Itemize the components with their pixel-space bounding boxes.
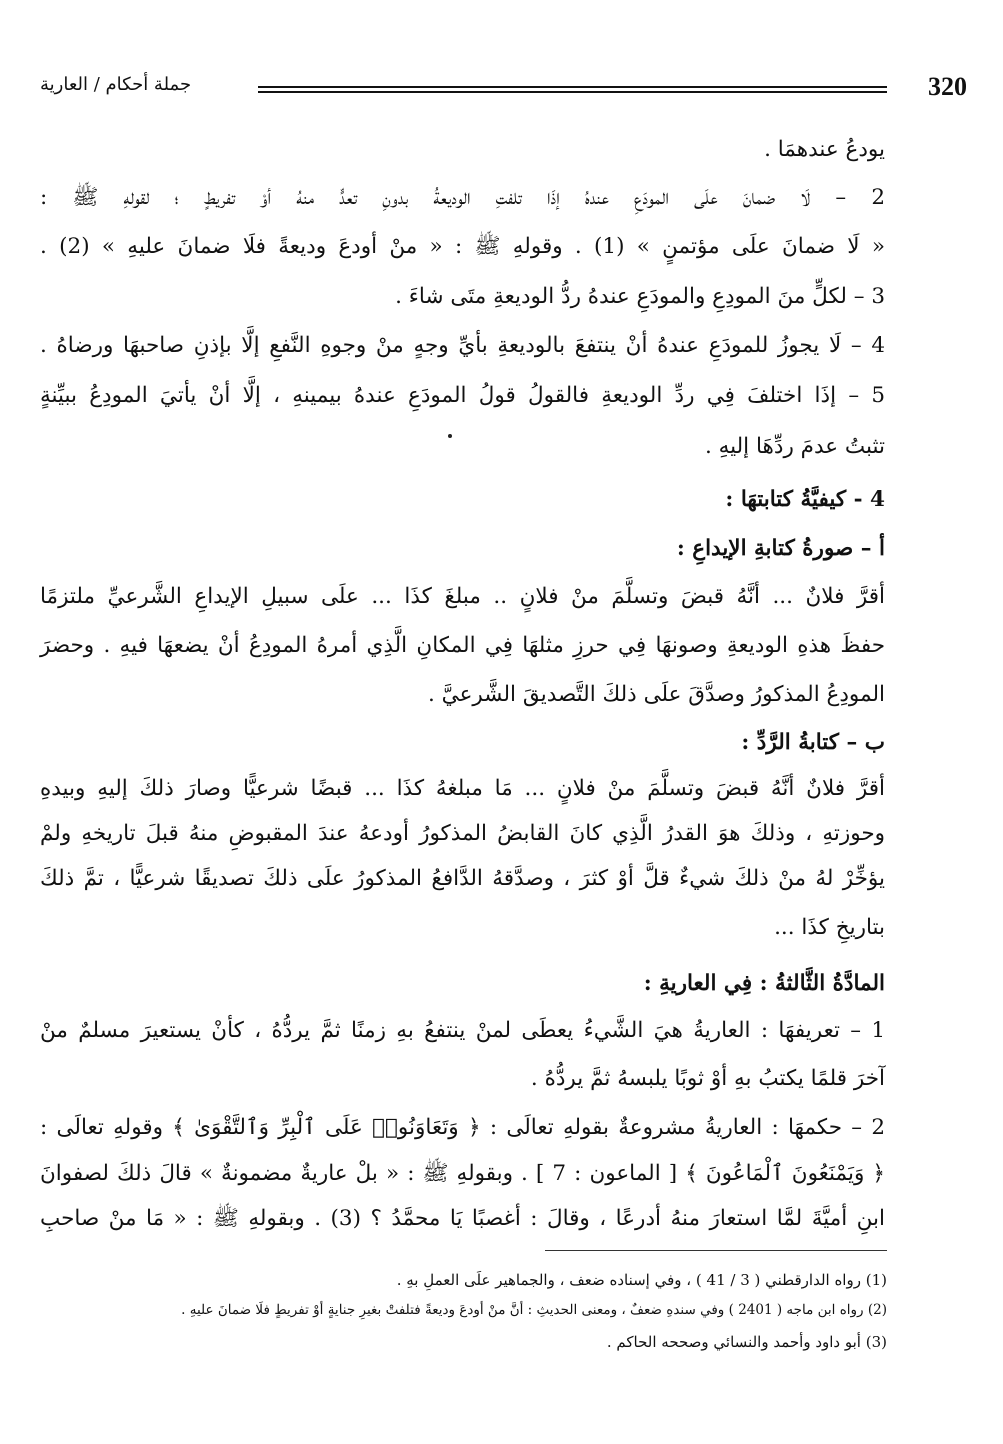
text-line: وحوزتهِ ، وذلكَ هوَ القدرُ الَّذِي كانَ القابضُ المذكورُ أودعهُ عندَ المقبوضِ منهُ قبلَ تاريخهِ ولمْ — [40, 821, 885, 846]
text-line: أقرَّ فلانٌ ... أنَّهُ قبضَ وتسلَّمَ منْ فلانٍ .. مبلغَ كذَا ... علَى سبيلِ الإيداعِ الشَّرعيِّ ملتزمًا — [40, 584, 885, 609]
subsection-heading: أ – صورةُ كتابةِ الإيداعِ : — [676, 536, 885, 561]
text-line: المودِعُ المذكورُ وصدَّقَ علَى ذلكَ التَّصديقَ الشَّرعيَّ . — [428, 682, 885, 707]
text-line: تثبتُ عدمَ ردِّهَا إليهِ . — [704, 434, 885, 459]
text-line: 1 – تعريفهَا : العاريةُ هيَ الشَّيءُ يعطَى لمنْ ينتفعُ بهِ زمنًا ثمَّ يردُّهُ ، كأنْ يستعيرَ مسلمٌ منْ — [40, 1018, 885, 1043]
text-line: 3 – لكلٍّ منَ المودِعِ والمودَعِ عندهُ ردُّ الوديعةِ متَى شاءَ . — [395, 284, 885, 309]
page-header — [40, 72, 967, 112]
text-line: 5 – إذَا اختلفَ فِي ردِّ الوديعةِ فالقولُ قولُ المودَعِ عندهُ بيمينهِ ، إلَّا أنْ يأتيَ المودِعُ ببيِّنةٍ — [40, 383, 885, 408]
page-number: 320 — [928, 72, 967, 101]
text-line: 2 – لَا ضمانَ علَى المودَعِ عندهُ إذَا تلفتِ الوديعةُ بدونِ تعدٍّ منهُ أوْ تفريطٍ ؛ لقولهِ ﷺ : — [40, 185, 885, 210]
text-line: يؤخِّرْ لهُ منْ ذلكَ شيءٌ قلَّ أوْ كثرَ ، وصدَّقهُ الدَّافعُ المذكورُ علَى ذلكَ تصديقًا شرعيًّا ، تمَّ ذلكَ — [40, 866, 885, 891]
footnote: (2) رواه ابن ماجه ( 2401 ) وفي سندهِ ضعفٌ ، ومعنى الحديثِ : أنَّ منْ أودعَ وديعةً فتلفتْ بغيرِ جنايةٍ أوْ تفريطٍ فلَا ضمانَ عليهِ . — [181, 1302, 887, 1318]
section-heading: 4 - كيفيَّةُ كتابتهَا : — [725, 487, 885, 512]
text-line: « لَا ضمانَ علَى مؤتمنٍ » (1) . وقولهِ ﷺ : « منْ أودعَ وديعةً فلَا ضمانَ عليهِ » (2) . — [40, 234, 886, 259]
text-line: ﴿ وَيَمْنَعُونَ ٱلْمَاعُونَ ﴾ [ الماعون : 7 ] . وبقولهِ ﷺ : « بلْ عاريةٌ مضمونةٌ » قالَ ذلكَ لصفوانَ — [40, 1161, 885, 1186]
stray-mark — [448, 434, 452, 438]
article-heading: المادَّةُ الثَّالثةُ : فِي العاريةِ : — [643, 971, 885, 996]
text-line: 2 – حكمهَا : العاريةُ مشروعةٌ بقولهِ تعالَى : ﴿ وَتَعَاوَنُوا۟ عَلَى ٱلْبِرِّ وَٱلتَّقْوَىٰ ﴾ وقولهِ تعالَى : — [40, 1115, 885, 1140]
footnote-rule — [545, 1250, 887, 1251]
text-line: أقرَّ فلانٌ أنَّهُ قبضَ وتسلَّمَ منْ فلانٍ ... مَا مبلغهُ كذَا ... قبضًا شرعيًّا وصارَ ذلكَ إليهِ وبيدهِ — [40, 776, 885, 801]
text-line: يودعُ عندهمَا . — [764, 137, 885, 162]
header-rule — [258, 86, 887, 93]
footnote: (1) رواه الدارقطني ( 3 / 41 ) ، وفي إسناده ضعف ، والجماهير علَى العملِ بهِ . — [396, 1271, 887, 1289]
text-line: حفظَ هذهِ الوديعةِ وصونهَا فِي حرزِ مثلهَا فِي المكانِ الَّذِي أمرهُ المودِعُ أنْ يضعهَا فيهِ . وحضرَ — [40, 633, 885, 658]
text-line: ابنِ أميَّةَ لمَّا استعارَ منهُ أدرعًا ، وقالَ : أغصبًا يَا محمَّدُ ؟ (3) . وبقولهِ ﷺ : « مَا منْ صاحبِ — [40, 1206, 885, 1231]
text-line: بتاريخِ كذَا ... — [774, 915, 885, 940]
footnote: (3) أبو داود وأحمد والنسائي وصححه الحاكم . — [606, 1333, 887, 1351]
subsection-heading: ب – كتابةُ الرَّدِّ : — [741, 730, 885, 755]
text-line: 4 – لَا يجوزُ للمودَعِ عندهُ أنْ ينتفعَ بالوديعةِ بأيِّ وجهٍ منْ وجوهِ النَّفعِ إلَّا بإذنِ صاحبهَا ورضاهُ . — [40, 333, 885, 358]
text-line: آخرَ قلمًا يكتبُ بهِ أوْ ثوبًا يلبسهُ ثمَّ يردُّهُ . — [530, 1066, 885, 1091]
running-title: جملة أحكام / العارية — [40, 74, 192, 95]
